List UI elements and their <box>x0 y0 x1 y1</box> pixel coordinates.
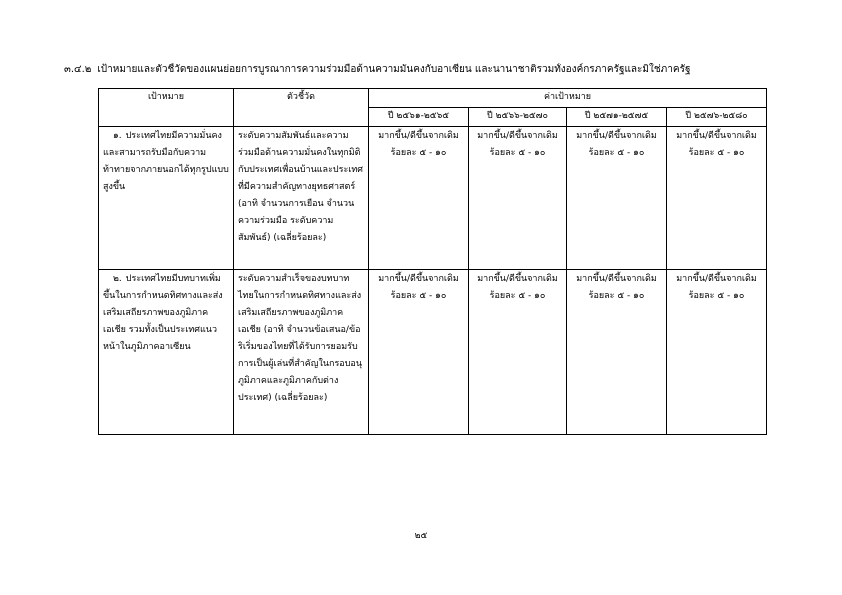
table-row <box>99 127 767 270</box>
indicator-cell: ระดับความสำเร็จของบทบาทไทยในการกำหนดทิศทางและส่งเสริมเสถียรภาพของภูมิภาคเอเชีย (อาทิ จำนวนข้อเสนอ/ข้อริเริ่มของไทยที่ได้รับการยอมรับ การเป็นผู้เล่นที่สำคัญในกรอบอนุภูมิภาคและภูมิภาคกับต่างประเทศ) (เฉลี่ยร้อยละ) <box>234 270 369 435</box>
goal-number: ๑. <box>113 131 122 141</box>
indicator-cell: ระดับความสัมพันธ์และความร่วมมือด้านความมั่นคงในทุกมิติกับประเทศเพื่อนบ้านและประเทศที่มีความสำคัญทางยุทธศาสตร์ (อาทิ จำนวนการเยือน จำนวนความร่วมมือ ระดับความสัมพันธ์) (เฉลี่ยร้อยละ) <box>234 127 369 270</box>
target-cell: มากขึ้น/ดีขึ้นจากเดิม ร้อยละ ๕ - ๑๐ <box>469 127 567 270</box>
header-indicator: ตัวชี้วัด <box>234 89 369 127</box>
section-number: ๓.๔.๒ <box>64 64 92 75</box>
target-cell: มากขึ้น/ดีขึ้นจากเดิม ร้อยละ ๕ - ๑๐ <box>469 270 567 435</box>
goal-text: ประเทศไทยมีบทบาทเพิ่มขึ้นในการกำหนดทิศทางและส่งเสริมเสถียรภาพของภูมิภาคเอเชีย รวมทั้งเป็นประเทศแนวหน้าในภูมิภาคอาเซียน <box>103 274 223 352</box>
section-heading <box>64 63 824 77</box>
target-cell: มากขึ้น/ดีขึ้นจากเดิม ร้อยละ ๕ - ๑๐ <box>567 270 667 435</box>
page-number: ๒๕ <box>414 531 428 541</box>
target-cell: มากขึ้น/ดีขึ้นจากเดิม ร้อยละ ๕ - ๑๐ <box>369 270 469 435</box>
target-cell: มากขึ้น/ดีขึ้นจากเดิม ร้อยละ ๕ - ๑๐ <box>667 127 767 270</box>
target-cell: มากขึ้น/ดีขึ้นจากเดิม ร้อยละ ๕ - ๑๐ <box>369 127 469 270</box>
goal-number: ๒. <box>113 274 122 284</box>
header-year-4: ปี ๒๕๗๖-๒๕๘๐ <box>667 108 767 127</box>
header-year-3: ปี ๒๕๗๑-๒๕๗๕ <box>567 108 667 127</box>
header-target-group: ค่าเป้าหมาย <box>369 89 767 108</box>
section-title: เป้าหมายและตัวชี้วัดของแผนย่อยการบูรณาการความร่วมมือด้านความมั่นคงกับอาเซียน และนานาชาติรวมทั้งองค์กรภาครัฐและมิใช่ภาครัฐ <box>97 64 691 75</box>
goals-indicators-table <box>98 88 767 435</box>
table-row <box>99 270 767 435</box>
header-goal: เป้าหมาย <box>99 89 234 127</box>
goal-cell <box>99 270 234 435</box>
target-cell: มากขึ้น/ดีขึ้นจากเดิม ร้อยละ ๕ - ๑๐ <box>667 270 767 435</box>
goal-cell <box>99 127 234 270</box>
goal-text: ประเทศไทยมีความมั่นคงและสามารถรับมือกับความท้าทายจากภายนอกได้ทุกรูปแบบสูงขึ้น <box>103 131 229 192</box>
target-cell: มากขึ้น/ดีขึ้นจากเดิม ร้อยละ ๕ - ๑๐ <box>567 127 667 270</box>
header-year-1: ปี ๒๕๖๑-๒๕๖๕ <box>369 108 469 127</box>
header-year-2: ปี ๒๕๖๖-๒๕๗๐ <box>469 108 567 127</box>
